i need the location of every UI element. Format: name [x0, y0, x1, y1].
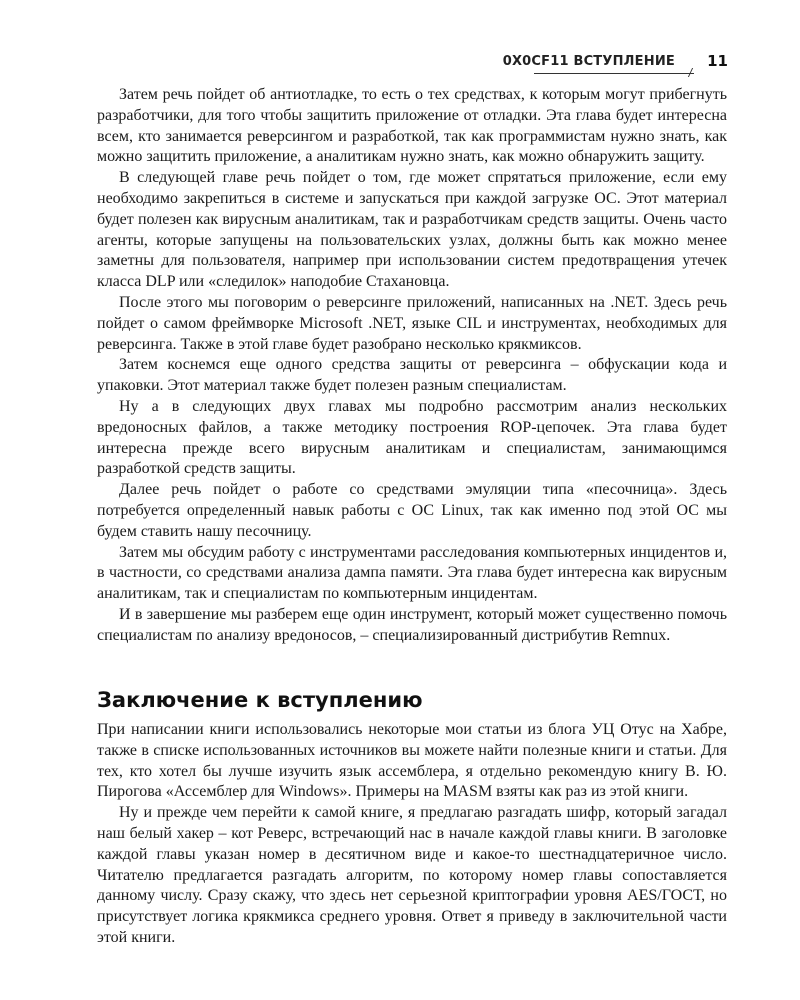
running-header — [0, 52, 800, 78]
paragraph: Ну а в следующих двух главах мы подробно рассмотрим анализ нескольких вредоносных файлов, а также методику построения ROP-цепочек. Эта глава будет интересна прежде всего вирусным аналитикам и специалистам, занимающимся разработкой средств защиты. — [97, 397, 727, 478]
section-heading-wrap — [97, 687, 727, 713]
paragraph: Далее речь пойдет о работе со средствами эмуляции типа «песочница». Здесь потребуется определенный навык работы с ОС Linux, так как именно под этой ОС мы будем ставить нашу песочницу. — [97, 481, 727, 540]
paragraph: При написании книги использовались некоторые мои статьи из блога УЦ Отус на Хабре, также в списке использованных источников вы можете найти полезные книги и статьи. Для тех, кто хотел бы лучше изучить язык ассемблера, я отдельно рекомендую книгу В. Ю. Пирогова «Ассемблер для Windows». Примеры на MASM взяты как раз из этой книги. — [97, 721, 727, 801]
intro-body — [97, 85, 727, 647]
paragraph: И в завершение мы разберем еще один инструмент, который может существенно помочь специалистам по анализу вредоносов, – специализированный дистрибутив Remnux. — [97, 605, 727, 644]
page-number: 11 — [707, 52, 728, 70]
header-rule — [534, 73, 694, 74]
paragraph: Затем мы обсудим работу с инструментами расследования компьютерных инцидентов и, в частности, со средствами анализа дампа памяти. Эта глава будет интересна как вирусным аналитикам, так и специалистам по компьютерным инцидентам. — [97, 543, 727, 603]
section-body — [97, 720, 727, 949]
paragraph: Затем речь пойдет об антиотладке, то есть о тех средствах, к которым могут прибегнуть разработчики, для того чтобы защитить приложение от отладки. Эта глава будет интересна всем, кто занимается реверсингом и разработкой, так как программистам нужно знать, как можно защитить приложение, а аналитикам нужно знать, как можно обнаружить защиту. — [97, 86, 727, 166]
paragraph: После этого мы поговорим о реверсинге приложений, написанных на .NET. Здесь речь пойдет о самом фреймворке Microsoft .NET, языке CIL и инструментах, необходимых для реверсинга. Также в этой главе будет разобрано несколько крякмиксов. — [97, 293, 727, 353]
running-title: 0X0CF11 ВСТУПЛЕНИЕ — [502, 54, 675, 69]
paragraph: Затем коснемся еще одного средства защиты от реверсинга – обфускации кода и упаковки. Этот материал также будет полезен разным специалистам. — [97, 356, 727, 395]
paragraph: В следующей главе речь пойдет о том, где может спрятаться приложение, если ему необходимо закрепиться в системе и запускаться при каждой загрузке ОС. Этот материал будет полезен как вирусным аналитикам, так и разработчикам средств защиты. Очень часто агенты, которые запущены на пользовательских узлах, должны быть как можно менее заметны для пользователя, например при использовании систем предотвращения утечек класса DLP или «следилок» наподобие Стахановца. — [97, 169, 727, 291]
paragraph: Ну и прежде чем перейти к самой книге, я предлагаю разгадать шифр, который загадал наш белый хакер – кот Реверс, встречающий нас в начале каждой главы книги. В заголовке каждой главы указан номер в десятичном виде и какое-то шестнадцатеричное число. Читателю предлагается разгадать алгоритм, по которому номер главы сопоставляется данному числу. Сразу скажу, что здесь нет серьезной криптографии уровня AES/ГОСТ, но присутствует логика крякмикса среднего уровня. Ответ я приведу в заключительной части этой книги. — [97, 804, 727, 946]
section-heading: Заключение к вступлению — [97, 688, 423, 712]
